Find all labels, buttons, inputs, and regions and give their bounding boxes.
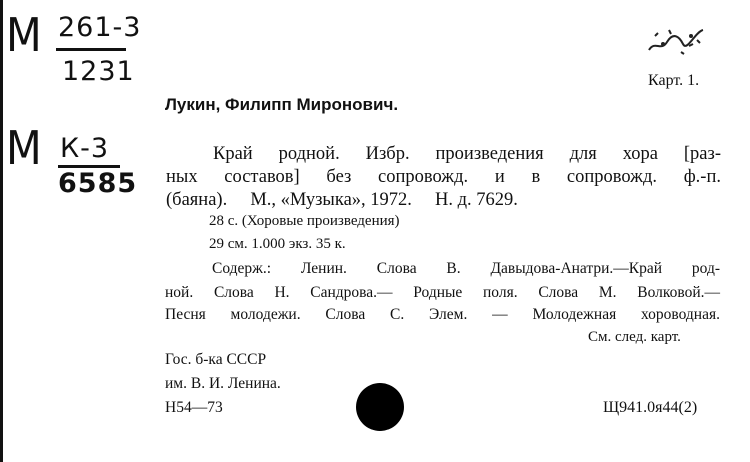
handwritten-code-bottom-2: 6585 xyxy=(58,168,138,199)
library-line-3: Н54—73 xyxy=(165,399,223,416)
card-left-edge xyxy=(0,0,3,462)
contents-line-3: Песня молодежи. Слова С. Элем. — Молодежная хороводная. xyxy=(165,306,720,323)
handwritten-code-top-1: 261-3 xyxy=(58,12,142,43)
title-line-1: Край родной. Избр. произведения для хора [раз- xyxy=(213,144,721,164)
contents-line-2: ной. Слова Н. Сандрова.— Родные поля. Слова М. Волковой.— xyxy=(165,284,720,301)
stamp-scribble xyxy=(645,22,707,58)
handwritten-letter-1: М xyxy=(6,8,42,62)
library-line-2: им. В. И. Ленина. xyxy=(165,375,281,392)
continuation-note: См. след. карт. xyxy=(588,329,681,345)
title-line-2: ных составов] без сопровожд. и в сопровожд. ф.-п. xyxy=(166,167,721,187)
handwritten-letter-2: М xyxy=(6,121,42,175)
card-number-label: Карт. 1. xyxy=(648,72,700,89)
card-punch-hole xyxy=(356,383,404,431)
contents-line-1: Содерж.: Ленин. Слова В. Давыдова-Анатри.—Край род- xyxy=(212,260,720,277)
collation-line-2: 29 см. 1.000 экз. 35 к. xyxy=(209,236,346,252)
collation-line-1: 28 с. (Хоровые произведения) xyxy=(209,213,400,229)
handwritten-code-bottom-1: 1231 xyxy=(62,56,135,87)
library-line-1: Гос. б-ка СССР xyxy=(165,351,267,368)
classification-code: Щ941.0я44(2) xyxy=(603,399,698,416)
title-line-3: (баяна). М., «Музыка», 1972. Н. д. 7629. xyxy=(166,190,518,210)
handwritten-code-top-2: К-3 xyxy=(60,133,110,164)
author-heading: Лукин, Филипп Миронович. xyxy=(165,95,399,114)
handwritten-underline-1 xyxy=(56,48,126,51)
